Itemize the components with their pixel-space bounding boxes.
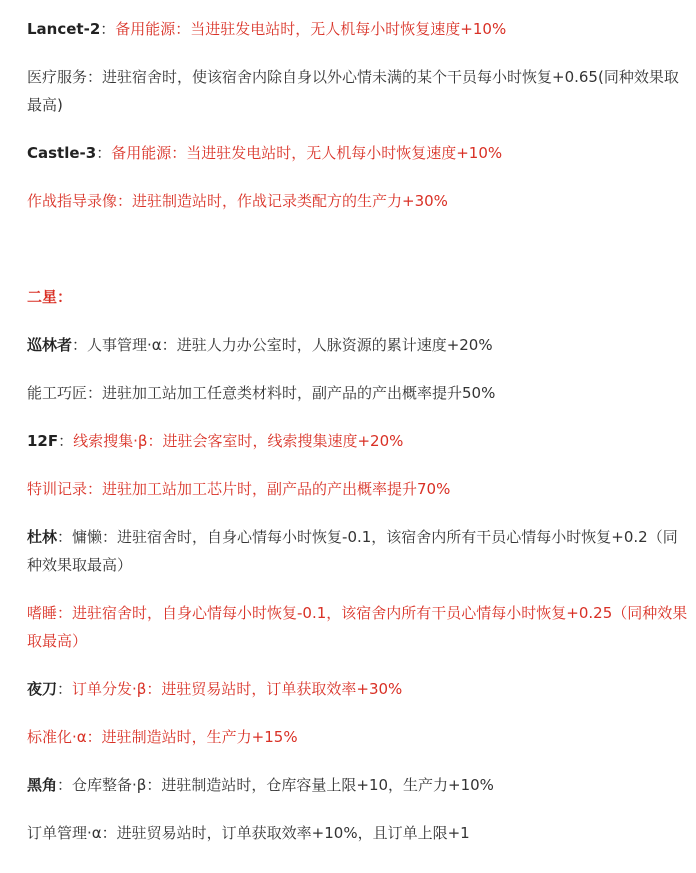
operator-name: 黑角: [27, 776, 58, 794]
section-heading-text: 二星：: [27, 288, 73, 306]
operator-name: Castle-3: [27, 144, 97, 162]
skill-text: 人事管理·α：进驻人力办公室时，人脉资源的累计速度+20%: [87, 336, 493, 354]
operator-name: 巡林者: [27, 336, 73, 354]
skill-line: [27, 475, 689, 503]
skill-text: 特训记录：进驻加工站加工芯片时，副产品的产出概率提升70%: [27, 480, 451, 498]
skill-text: 订单分发·β：进驻贸易站时，订单获取效率+30%: [72, 680, 403, 698]
skill-line: [27, 427, 689, 455]
skill-line: [27, 675, 689, 703]
skill-line: [27, 139, 689, 167]
separator: ：: [96, 144, 112, 162]
operator-name: 12F: [27, 432, 59, 450]
separator: ：: [57, 528, 73, 546]
skill-text: 仓库整备·β：进驻制造站时，仓库容量上限+10，生产力+10%: [72, 776, 494, 794]
skill-line: [27, 523, 689, 579]
skill-line: [27, 331, 689, 359]
skill-text: 医疗服务：进驻宿舍时，使该宿舍内除自身以外心情未满的某个干员每小时恢复+0.65(同种效果取最高): [27, 68, 679, 114]
separator: ：: [100, 20, 116, 38]
section-heading: [27, 283, 689, 311]
skill-text: 作战指导录像：进驻制造站时，作战记录类配方的生产力+30%: [27, 192, 448, 210]
skill-line: [27, 723, 689, 751]
skill-text: 嗜睡：进驻宿舍时，自身心情每小时恢复-0.1，该宿舍内所有干员心情每小时恢复+0.25（同种效果取最高）: [27, 604, 688, 650]
separator: ：: [72, 336, 88, 354]
skill-line: [27, 63, 689, 119]
skill-line: [27, 15, 689, 43]
skill-text: 线索搜集·β：进驻会客室时，线索搜集速度+20%: [73, 432, 404, 450]
skill-line: [27, 379, 689, 407]
skill-line: [27, 187, 689, 215]
separator: ：: [58, 432, 74, 450]
skill-text: 备用能源：当进驻发电站时，无人机每小时恢复速度+10%: [115, 20, 507, 38]
skill-line: [27, 771, 689, 799]
operator-name: Lancet-2: [27, 20, 101, 38]
skill-text: 订单管理·α：进驻贸易站时，订单获取效率+10%，且订单上限+1: [27, 824, 470, 842]
skill-text: 标准化·α：进驻制造站时，生产力+15%: [27, 728, 298, 746]
operator-name: 杜林: [27, 528, 58, 546]
skill-text: 慵懒：进驻宿舍时，自身心情每小时恢复-0.1，该宿舍内所有干员心情每小时恢复+0.2（同种效果取最高）: [27, 528, 678, 574]
operator-name: 夜刀: [27, 680, 58, 698]
skill-line: [27, 819, 689, 847]
skill-line: [27, 599, 689, 655]
separator: ：: [57, 680, 73, 698]
skill-text: 能工巧匠：进驻加工站加工任意类材料时，副产品的产出概率提升50%: [27, 384, 496, 402]
separator: ：: [57, 776, 73, 794]
skill-text: 备用能源：当进驻发电站时，无人机每小时恢复速度+10%: [111, 144, 503, 162]
